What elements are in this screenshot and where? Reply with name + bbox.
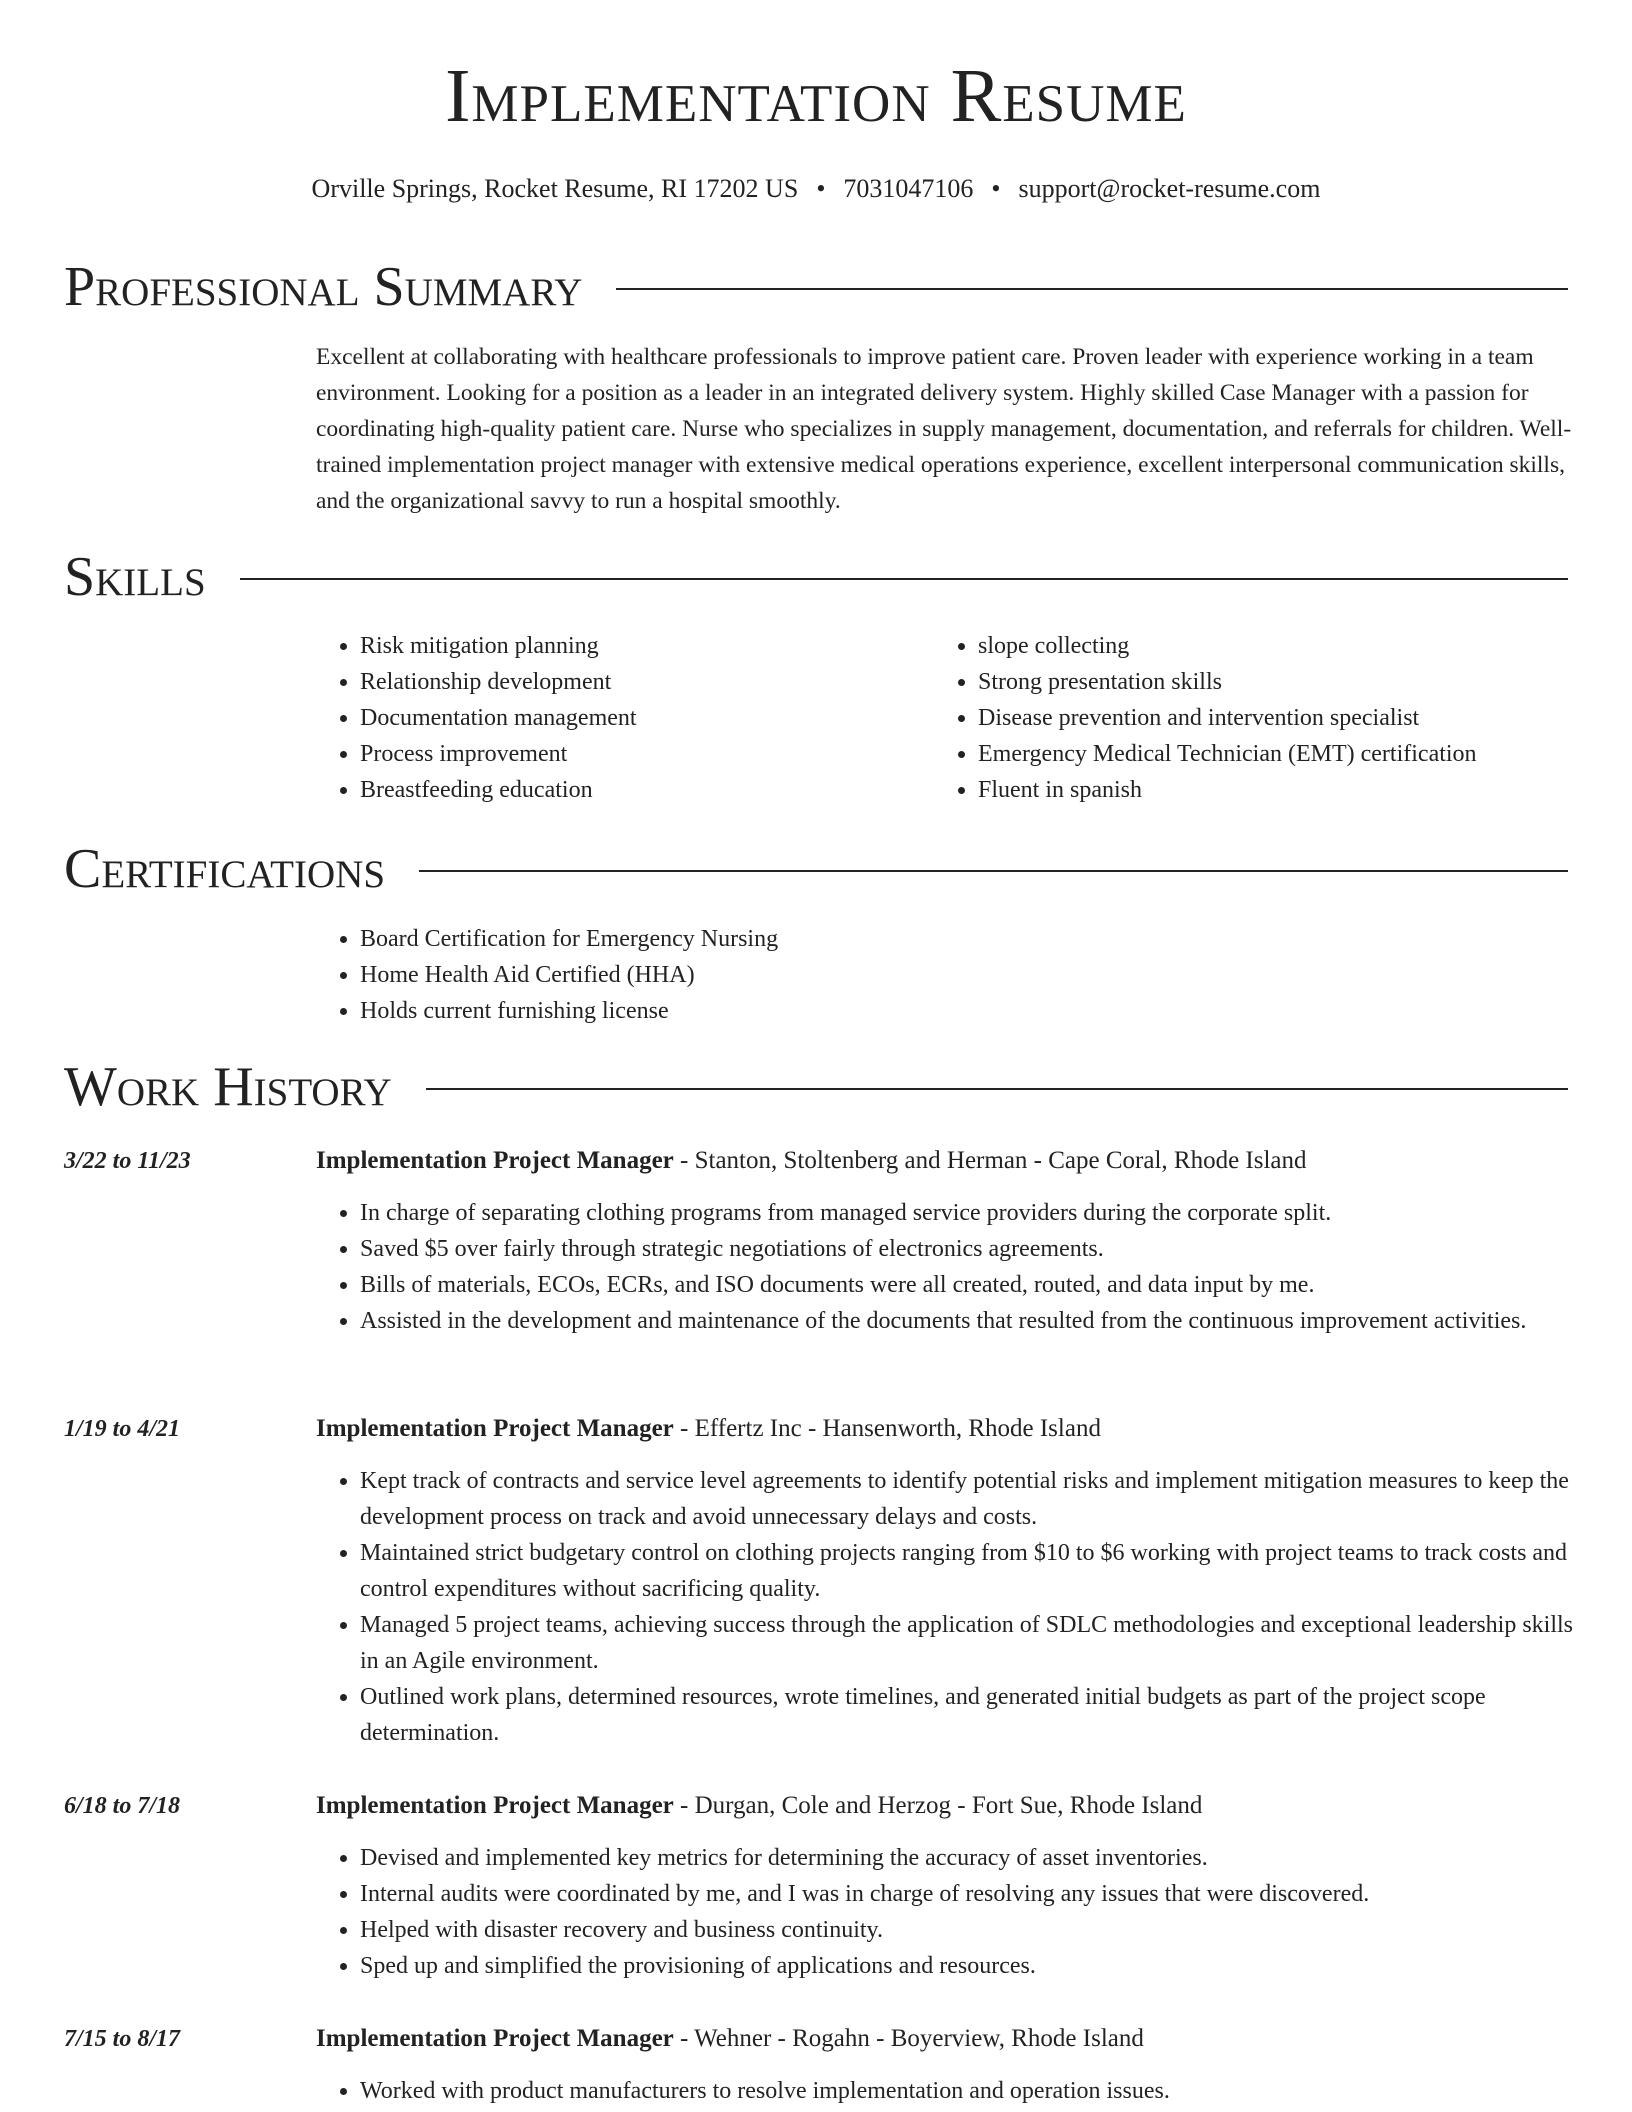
job-bullet-list xyxy=(316,2073,1576,2109)
job-dates: 6/18 to 7/18 xyxy=(64,1793,181,1819)
contact-address: Orville Springs, Rocket Resume, RI 17202 US xyxy=(311,174,799,203)
job-title: Implementation Project Manager xyxy=(316,1792,674,1819)
job-bullet: • Bills of materials, ECOs, ECRs, and ISO documents were all created, routed, and data input by me. xyxy=(360,1267,1576,1303)
job-bullet: • In charge of separating clothing programs from managed service providers during the corporate split. xyxy=(360,1195,1576,1231)
skill-item: • Strong presentation skills xyxy=(978,664,1594,700)
job-headline xyxy=(316,1143,1307,1179)
job-title: Implementation Project Manager xyxy=(316,1147,674,1174)
skill-item: • Documentation management xyxy=(360,700,916,736)
summary-text: Excellent at collaborating with healthcare professionals to improve patient care. Proven leader with experience working in a team environment. Looking for a position as a leader in an integrated delivery system. Highly skilled Case Manager with a passion for coordinating high-quality patient care. Nurse who specializes in supply management, documentation, and referrals for children. Well-trained implementation project manager with extensive medical operations experience, excellent interpersonal communication skills, and the organizational savvy to run a hospital smoothly. xyxy=(316,344,1572,514)
skill-item: • Emergency Medical Technician (EMT) certification xyxy=(978,736,1594,772)
summary-section-heading xyxy=(64,256,1568,318)
skill-item: • Disease prevention and intervention specialist xyxy=(978,700,1594,736)
job-bullet: • Assisted in the development and maintenance of the documents that resulted from the continuous improvement activities. xyxy=(360,1303,1576,1339)
job-bullet-list xyxy=(316,1195,1576,1339)
job-bullet-list xyxy=(316,1463,1576,1751)
job-bullet: • Sped up and simplified the provisioning of applications and resources. xyxy=(360,1948,1576,1984)
job-bullets xyxy=(316,2073,1576,2109)
job-employer: - Durgan, Cole and Herzog - Fort Sue, Rhode Island xyxy=(673,1792,1203,1819)
job-bullet: • Worked with product manufacturers to resolve implementation and operation issues. xyxy=(360,2073,1576,2109)
certification-item: • Holds current furnishing license xyxy=(360,993,1216,1029)
job-bullet: • Maintained strict budgetary control on clothing projects ranging from $10 to $6 working with project teams to track costs and control expenditures without sacrificing quality. xyxy=(360,1535,1576,1607)
job-dates: 7/15 to 8/17 xyxy=(64,2026,181,2052)
job-bullet: • Helped with disaster recovery and business continuity. xyxy=(360,1912,1576,1948)
contact-separator: • xyxy=(991,174,1001,203)
job-headline xyxy=(316,1411,1101,1447)
skills-heading: Skills xyxy=(64,546,206,608)
section-divider xyxy=(426,1088,1568,1090)
contact-email: support@rocket-resume.com xyxy=(1018,174,1321,203)
job-bullets xyxy=(316,1840,1576,1984)
skills-column-right xyxy=(934,628,1594,808)
skill-item: • Relationship development xyxy=(360,664,916,700)
section-divider xyxy=(419,870,1568,872)
section-divider xyxy=(240,578,1568,580)
job-employer: - Effertz Inc - Hansenworth, Rhode Island xyxy=(673,1415,1101,1442)
job-bullet: • Kept track of contracts and service level agreements to identify potential risks and implement mitigation measures to keep the development process on track and avoid unnecessary delays and costs. xyxy=(360,1463,1576,1535)
certification-item: • Board Certification for Emergency Nursing xyxy=(360,921,1216,957)
summary-heading: Professional Summary xyxy=(64,256,583,318)
job-bullet: • Managed 5 project teams, achieving success through the application of SDLC methodologies and exceptional leadership skills in an Agile environment. xyxy=(360,1607,1576,1679)
resume-title: Implementation Resume xyxy=(445,54,1187,138)
work-history-section-heading xyxy=(64,1056,1568,1118)
skill-item: • Breastfeeding education xyxy=(360,772,916,808)
skill-item: • Process improvement xyxy=(360,736,916,772)
job-bullet: • Internal audits were coordinated by me, and I was in charge of resolving any issues that were discovered. xyxy=(360,1876,1576,1912)
job-bullet: • Saved $5 over fairly through strategic negotiations of electronics agreements. xyxy=(360,1231,1576,1267)
skill-item: • slope collecting xyxy=(978,628,1594,664)
job-title: Implementation Project Manager xyxy=(316,2025,674,2052)
skill-item: • Fluent in spanish xyxy=(978,772,1594,808)
job-headline xyxy=(316,1788,1202,1824)
contact-line xyxy=(0,176,1632,202)
certifications-block xyxy=(316,921,1216,1029)
contact-separator: • xyxy=(816,174,826,203)
job-bullet: • Outlined work plans, determined resources, wrote timelines, and generated initial budgets as part of the project scope determination. xyxy=(360,1679,1576,1751)
certifications-heading: Certifications xyxy=(64,838,386,900)
skill-item: • Risk mitigation planning xyxy=(360,628,916,664)
job-employer: - Stanton, Stoltenberg and Herman - Cape Coral, Rhode Island xyxy=(673,1147,1307,1174)
contact-phone: 7031047106 xyxy=(843,174,974,203)
section-divider xyxy=(616,288,1568,290)
job-headline xyxy=(316,2021,1144,2057)
certifications-list xyxy=(316,921,1216,1029)
skills-column-left xyxy=(316,628,916,808)
job-bullet: • Devised and implemented key metrics for determining the accuracy of asset inventories. xyxy=(360,1840,1576,1876)
job-dates: 3/22 to 11/23 xyxy=(64,1148,191,1174)
job-dates: 1/19 to 4/21 xyxy=(64,1416,181,1442)
job-bullet-list xyxy=(316,1840,1576,1984)
job-employer: - Wehner - Rogahn - Boyerview, Rhode Island xyxy=(673,2025,1144,2052)
certification-item: • Home Health Aid Certified (HHA) xyxy=(360,957,1216,993)
skills-list-left xyxy=(316,628,916,808)
certifications-section-heading xyxy=(64,838,1568,900)
skills-section-heading xyxy=(64,546,1568,608)
job-bullets xyxy=(316,1463,1576,1751)
skills-list-right xyxy=(934,628,1594,808)
job-bullets xyxy=(316,1195,1576,1339)
job-title: Implementation Project Manager xyxy=(316,1415,674,1442)
work-history-heading: Work History xyxy=(64,1056,392,1118)
